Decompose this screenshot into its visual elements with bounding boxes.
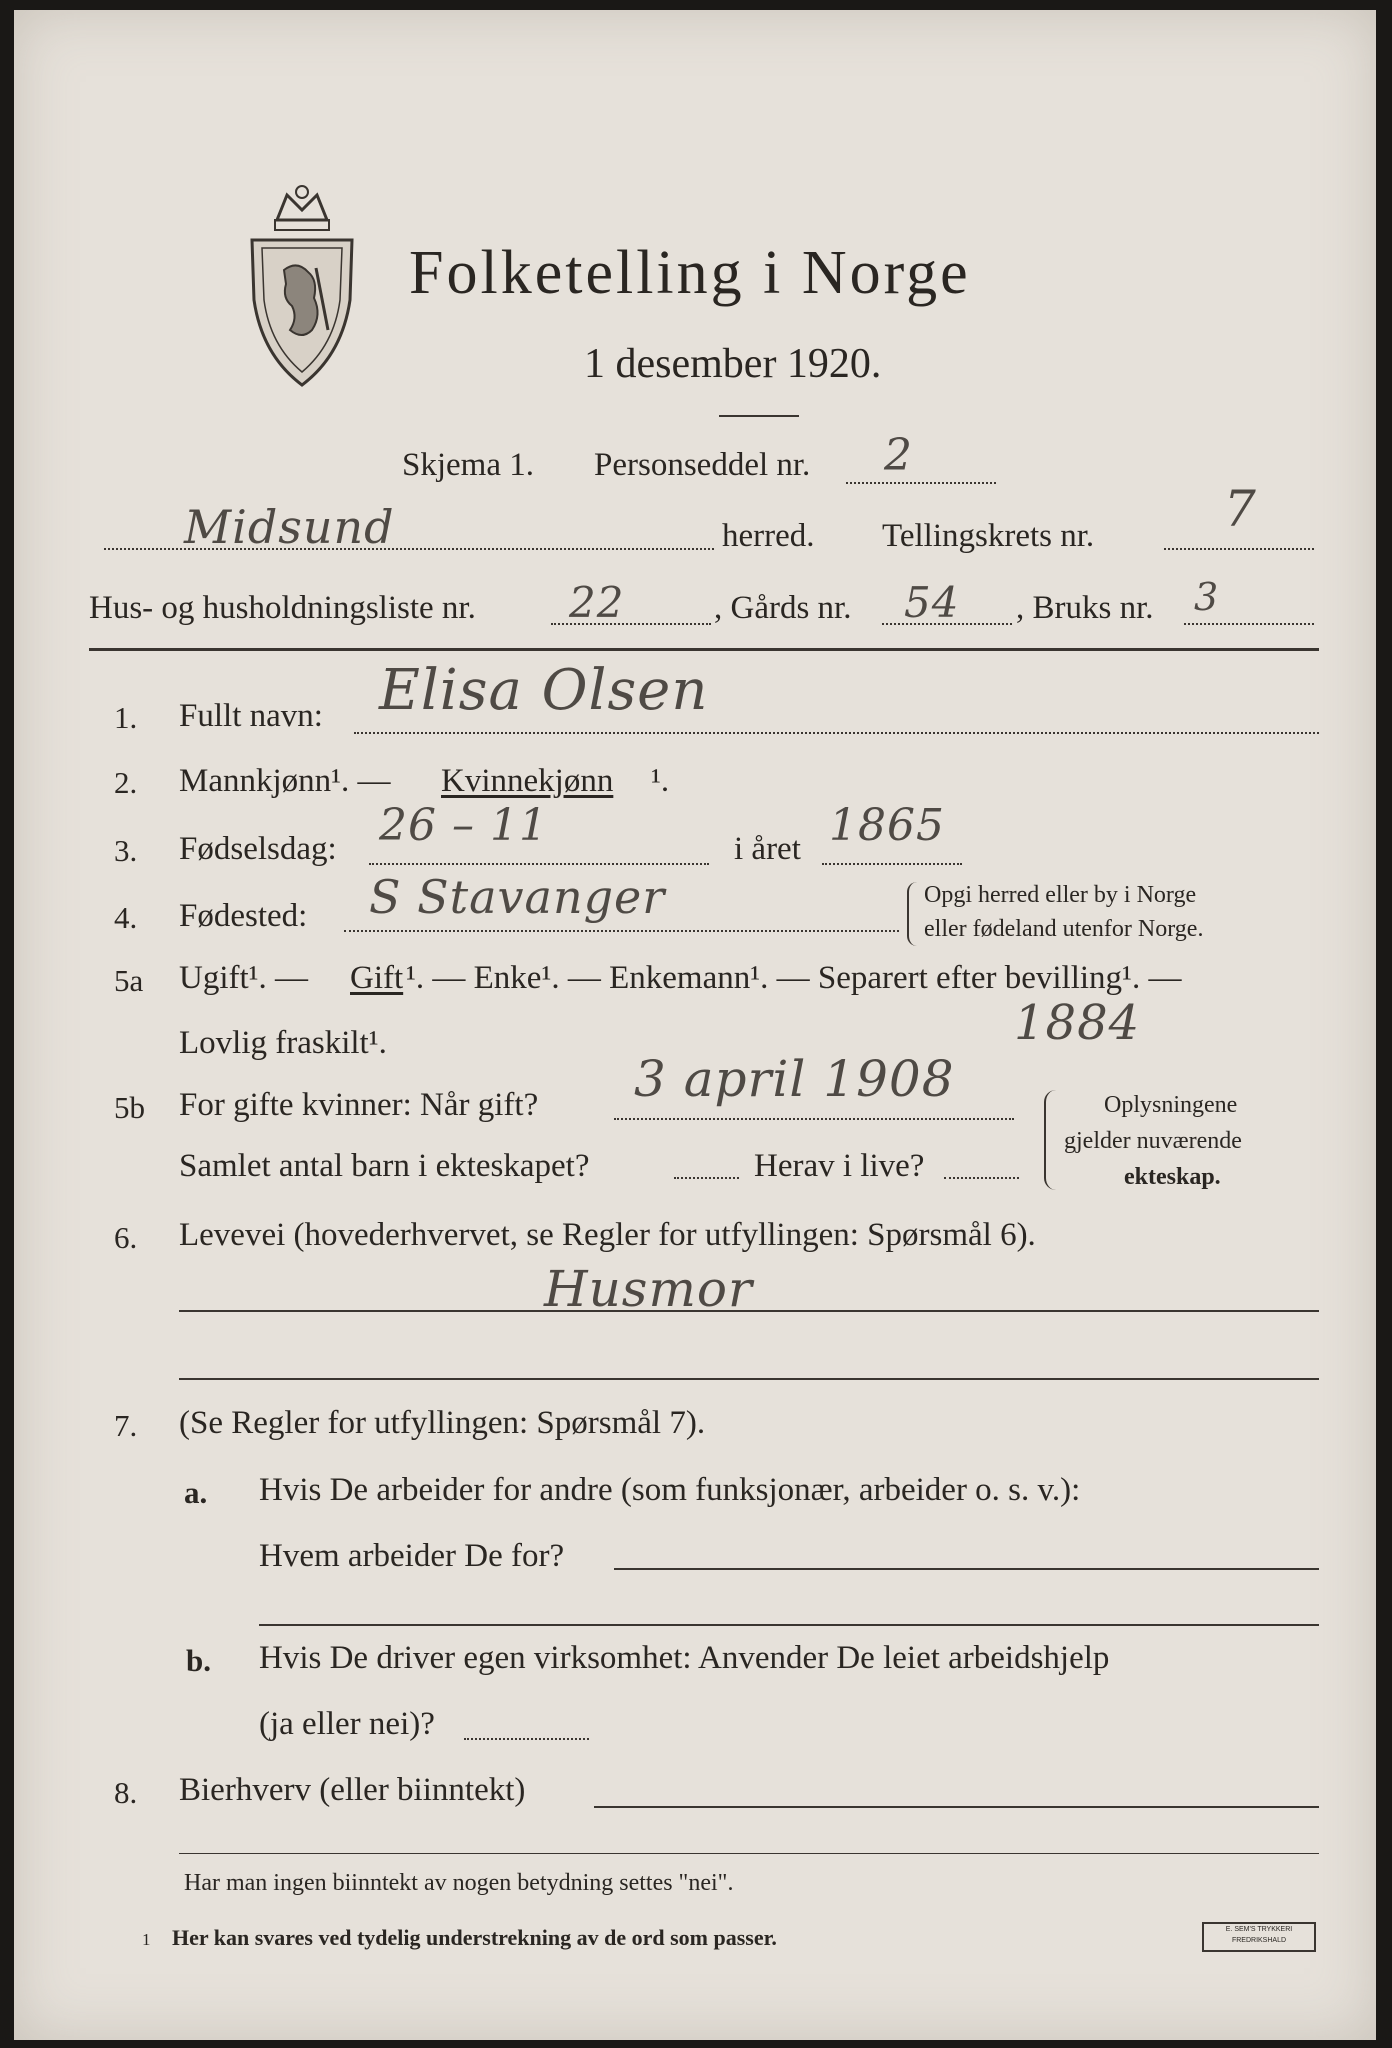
q1-line [354, 732, 1319, 734]
q7-number: 7. [114, 1408, 138, 1443]
q3-year-line [822, 863, 962, 865]
q5b-alive-label: Herav i live? [754, 1148, 925, 1184]
tellingskrets-line [1164, 548, 1314, 550]
footnote-mark: 1 [142, 1930, 151, 1949]
q3-value: 26 – 11 [379, 800, 548, 851]
q4-value: S Stavanger [369, 870, 666, 924]
herred-value: Midsund [184, 500, 395, 554]
q3-year-value: 1865 [829, 800, 945, 851]
tellingskrets-value: 7 [1224, 480, 1257, 538]
q5b-value: 3 april 1908 [634, 1050, 955, 1108]
form-title: Folketelling i Norge [409, 239, 971, 307]
q4-label: Fødested: [179, 898, 308, 934]
q3-year-label: i året [734, 831, 801, 867]
q6-line2 [179, 1378, 1319, 1380]
coat-of-arms-icon [242, 180, 362, 390]
q7a-label2: Hvem arbeider De for? [259, 1538, 565, 1574]
q7a-line2 [259, 1624, 1319, 1626]
bruks-label: , Bruks nr. [1016, 590, 1154, 626]
q5b-children-line [674, 1177, 739, 1179]
q5a-number: 5a [114, 963, 144, 998]
footer-note: Har man ingen biinntekt av nogen betydning settes "nei". [184, 1870, 734, 1896]
footnote-text: Her kan svares ved tydelig understrekning av de ord som passer. [172, 1925, 777, 1950]
q5b-number: 5b [114, 1090, 145, 1125]
q4-note-line2: eller fødeland utenfor Norge. [924, 916, 1204, 942]
q3-number: 3. [114, 833, 138, 868]
q5b-note-line1: Oplysningene [1104, 1092, 1238, 1118]
census-form [14, 10, 1376, 2040]
herred-label: herred. [722, 518, 815, 554]
title-divider [719, 415, 799, 417]
q1-label: Fullt navn: [179, 698, 323, 734]
schema-label: Skjema 1. [402, 447, 534, 483]
printer-stamp-text: E. SEM'S TRYKKERI FREDRIKSHALD [1225, 1926, 1293, 1944]
gards-value: 54 [904, 578, 960, 627]
personseddel-line [846, 482, 996, 484]
census-date: 1 desember 1920. [584, 341, 882, 387]
hus-value: 22 [569, 578, 625, 627]
q7a-letter: a. [184, 1475, 208, 1510]
q5a-gift: Gift [350, 960, 404, 996]
q2-label-suffix: ¹. [651, 763, 670, 799]
q8-number: 8. [114, 1775, 138, 1810]
q6-label: Levevei (hovederhvervet, se Regler for utfyllingen: Spørsmål 6). [179, 1217, 1036, 1253]
gards-label: , Gårds nr. [714, 590, 852, 626]
printer-stamp [1202, 1922, 1316, 1952]
bruks-line [1184, 623, 1314, 625]
q5b-line [614, 1118, 1014, 1120]
q1-number: 1. [114, 700, 138, 735]
q8-line [594, 1806, 1319, 1808]
q5b-children-label: Samlet antal barn i ekteskapet? [179, 1148, 590, 1184]
q5a-ugift: Ugift¹. — [179, 960, 309, 996]
q7a-label: Hvis De arbeider for andre (som funksjonær, arbeider o. s. v.): [259, 1472, 1081, 1508]
q6-number: 6. [114, 1220, 138, 1255]
q7b-label: Hvis De driver egen virksomhet: Anvender De leiet arbeidshjelp [259, 1640, 1110, 1676]
q7b-letter: b. [186, 1643, 211, 1678]
footer-rule [179, 1853, 1319, 1854]
q5b-label: For gifte kvinner: Når gift? [179, 1087, 539, 1123]
q4-brace [907, 882, 917, 946]
personseddel-label: Personseddel nr. [594, 447, 811, 483]
q5a-note-value: 1884 [1014, 995, 1141, 1051]
q4-line [344, 930, 899, 932]
q7b-label2: (ja eller nei)? [259, 1706, 435, 1742]
q5b-alive-line [944, 1177, 1019, 1179]
q4-number: 4. [114, 900, 138, 935]
q2-number: 2. [114, 765, 138, 800]
q1-value: Elisa Olsen [379, 658, 709, 723]
personseddel-value: 2 [884, 430, 913, 481]
q6-line1 [179, 1310, 1319, 1312]
hus-label: Hus- og husholdningsliste nr. [89, 590, 476, 626]
q7b-line [464, 1738, 589, 1740]
q2-label-male: Mannkjønn¹. — [179, 763, 391, 799]
q5b-brace [1044, 1090, 1056, 1190]
q6-value: Husmor [544, 1260, 753, 1318]
q5a-rest: ¹. — Enke¹. — Enkemann¹. — Separert efter bevilling¹. — [406, 960, 1182, 996]
q5b-note-line3: ekteskap. [1124, 1164, 1221, 1190]
q7-label: (Se Regler for utfyllingen: Spørsmål 7). [179, 1405, 706, 1441]
q3-label: Fødselsdag: [179, 831, 337, 867]
bruks-value: 3 [1194, 575, 1220, 619]
q8-label: Bierhverv (eller biinntekt) [179, 1772, 526, 1808]
q5a-line2: Lovlig fraskilt¹. [179, 1025, 387, 1061]
q2-label-female: Kvinnekjønn [441, 763, 614, 799]
q7a-line1 [614, 1568, 1319, 1570]
q3-line [369, 863, 709, 865]
tellingskrets-label: Tellingskrets nr. [882, 518, 1095, 554]
q5b-note-line2: gjelder nuværende [1064, 1128, 1242, 1154]
q4-note-line1: Opgi herred eller by i Norge [924, 882, 1197, 908]
header-rule [89, 648, 1319, 651]
